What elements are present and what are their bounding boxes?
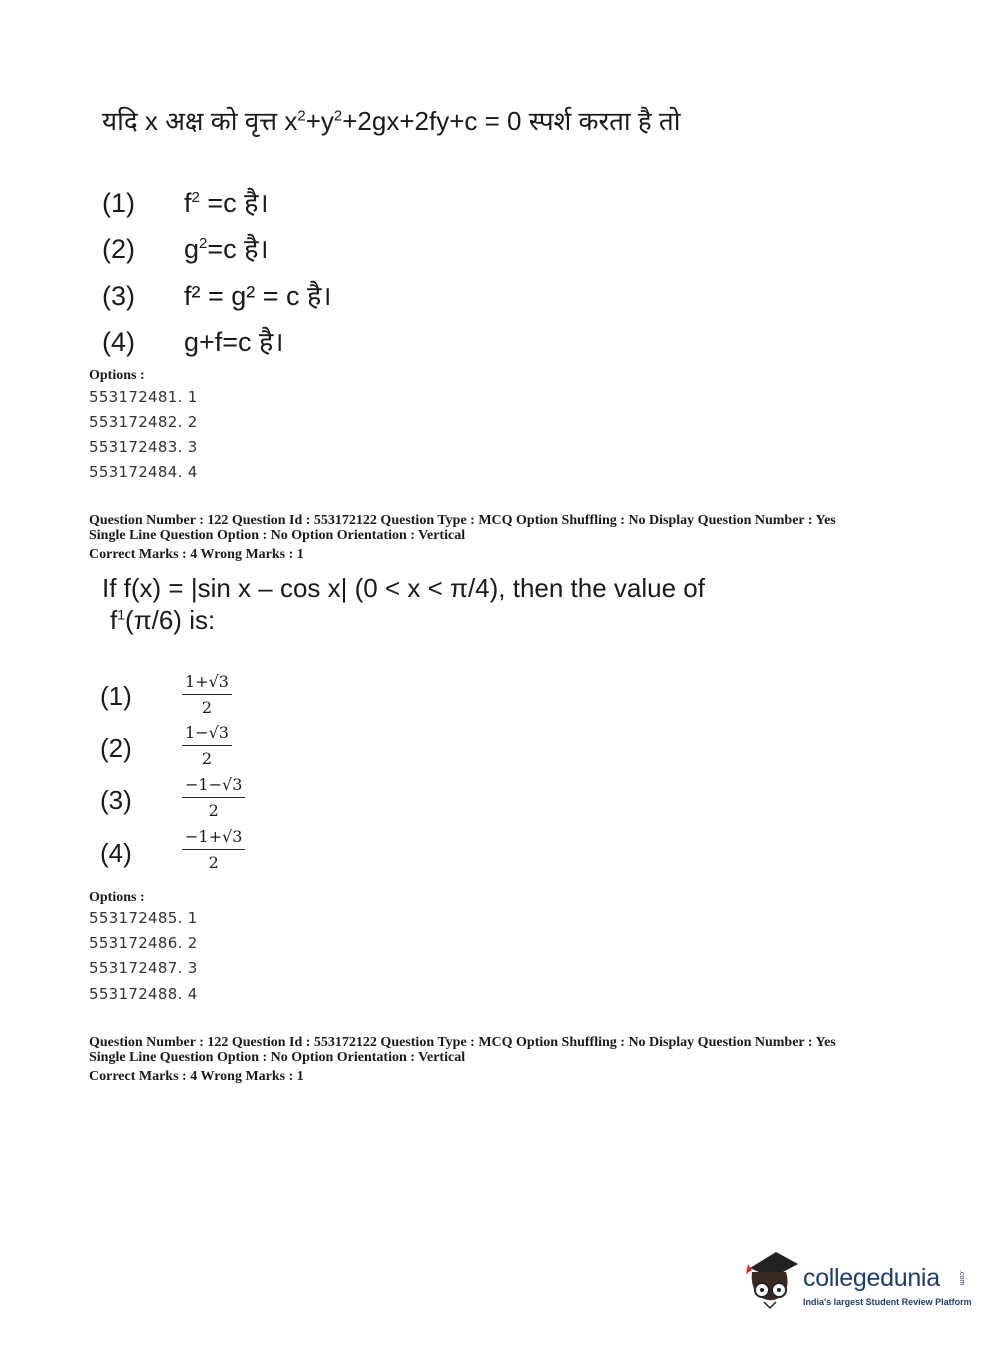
- collegedunia-logo-text: collegedunia: [803, 1264, 940, 1292]
- option-id: 553172488. 4: [89, 985, 198, 1003]
- question-1-choice-4: (4) g+f=c है।: [102, 327, 284, 357]
- question-1-choice-3: (3) f² = g² = c है।: [102, 281, 332, 311]
- question-2-choice-number: (1): [100, 681, 132, 711]
- logo-tagline: India's largest Student Review Platform: [803, 1297, 972, 1307]
- question-1-choice-1: (1) $f^2 =c$ है।: [102, 188, 269, 218]
- question-2-choice-4-fraction: [182, 827, 245, 872]
- collegedunia-mascot-icon: [742, 1250, 802, 1310]
- question-2-choice-number: (3): [100, 785, 132, 815]
- fraction-numerator: −1−√3: [182, 775, 245, 798]
- fraction-denominator: 2: [208, 853, 219, 872]
- fraction-denominator: 2: [201, 698, 213, 717]
- fraction-numerator: 1+√3: [182, 672, 232, 695]
- option-id: 553172484. 4: [89, 463, 198, 481]
- question-2-text: If f(x) = |sin x – cos x| (0 < x < π/4), then the value of: [102, 573, 705, 603]
- option-id: 553172481. 1: [89, 388, 198, 406]
- fraction-denominator: 2: [208, 801, 219, 820]
- options-label: Options :: [89, 890, 145, 905]
- question-1-text: यदि x अक्ष को वृत्त $x^2+y^2+2gx+2fy+c = 0$ स्पर्श करता है तो: [102, 106, 681, 136]
- fraction-numerator: 1−√3: [182, 723, 232, 746]
- question-meta-line: Single Line Question Option : No Option Orientation : Vertical: [89, 528, 466, 543]
- question-marks: Correct Marks : 4 Wrong Marks : 1: [89, 547, 304, 562]
- option-id: 553172487. 3: [89, 959, 198, 977]
- question-meta-line: Question Number : 122 Question Id : 553172122 Question Type : MCQ Option Shuffling : No Display Question Number : Yes: [89, 1035, 836, 1050]
- logo-dotcom: .com: [958, 1270, 965, 1286]
- question-2-choice-2-fraction: [182, 723, 232, 768]
- question-2-choice-number: (4): [100, 838, 132, 868]
- question-2-choice-1-fraction: [182, 672, 232, 717]
- question-2-text-line-2: $f^1(\pi/6)$ is:: [110, 605, 216, 635]
- question-marks: Correct Marks : 4 Wrong Marks : 1: [89, 1069, 304, 1084]
- fraction-denominator: 2: [201, 749, 213, 768]
- question-2-choice-3-fraction: [182, 775, 245, 820]
- question-meta-line: Question Number : 122 Question Id : 553172122 Question Type : MCQ Option Shuffling : No Display Question Number : Yes: [89, 513, 836, 528]
- question-1-choice-2: (2) $g^2=c$ है।: [102, 234, 269, 264]
- option-id: 553172482. 2: [89, 413, 198, 431]
- question-2-choice-number: (2): [100, 733, 132, 763]
- option-id: 553172483. 3: [89, 438, 198, 456]
- question-meta-line: Single Line Question Option : No Option Orientation : Vertical: [89, 1050, 466, 1065]
- option-id: 553172486. 2: [89, 934, 198, 952]
- option-id: 553172485. 1: [89, 909, 198, 927]
- fraction-numerator: −1+√3: [182, 827, 245, 850]
- options-label: Options :: [89, 368, 145, 383]
